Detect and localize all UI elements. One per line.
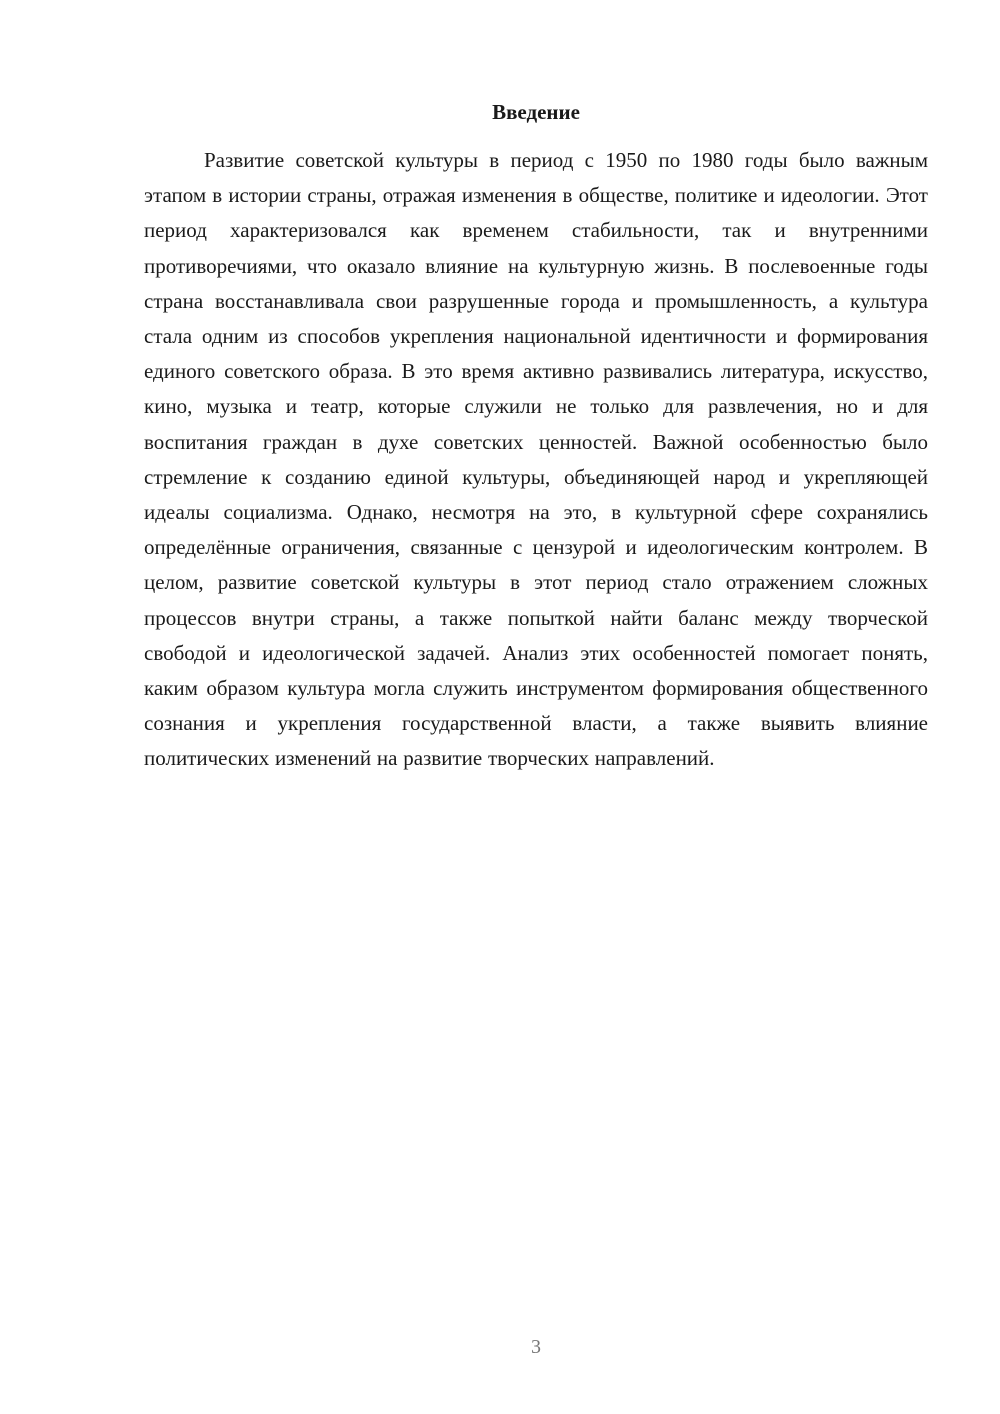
section-heading: Введение	[492, 100, 580, 124]
body-paragraph: Развитие советской культуры в период с 1950 по 1980 годы было важным этапом в истории страны, отражая изменения в обществе, политике и идеологии. Этот период характеризовался как временем стабильности, так и внутренними противоречиями, что оказало влияние на культурную жизнь. В послевоенные годы страна восстанавливала свои разрушенные города и промышленность, а культура стала одним из способов укрепления национальной идентичности и формирования единого советского образа. В это время активно развивались литература, искусство, кино, музыка и театр, которые служили не только для развлечения, но и для воспитания граждан в духе советских ценностей. Важной особенностью было стремление к созданию единой культуры, объединяющей народ и укрепляющей идеалы социализма. Однако, несмотря на это, в культурной сфере сохранялись определённые ограничения, связанные с цензурой и идеологическим контролем. В целом, развитие советской культуры в этот период стало отражением сложных процессов внутри страны, а также попыткой найти баланс между творческой свободой и идеологической задачей. Анализ этих особенностей помогает понять, каким образом культура могла служить инструментом формирования общественного сознания и укрепления государственной власти, а также выявить влияние политических изменений на развитие творческих направлений.	[144, 148, 928, 771]
page-number: 3	[531, 1336, 541, 1358]
